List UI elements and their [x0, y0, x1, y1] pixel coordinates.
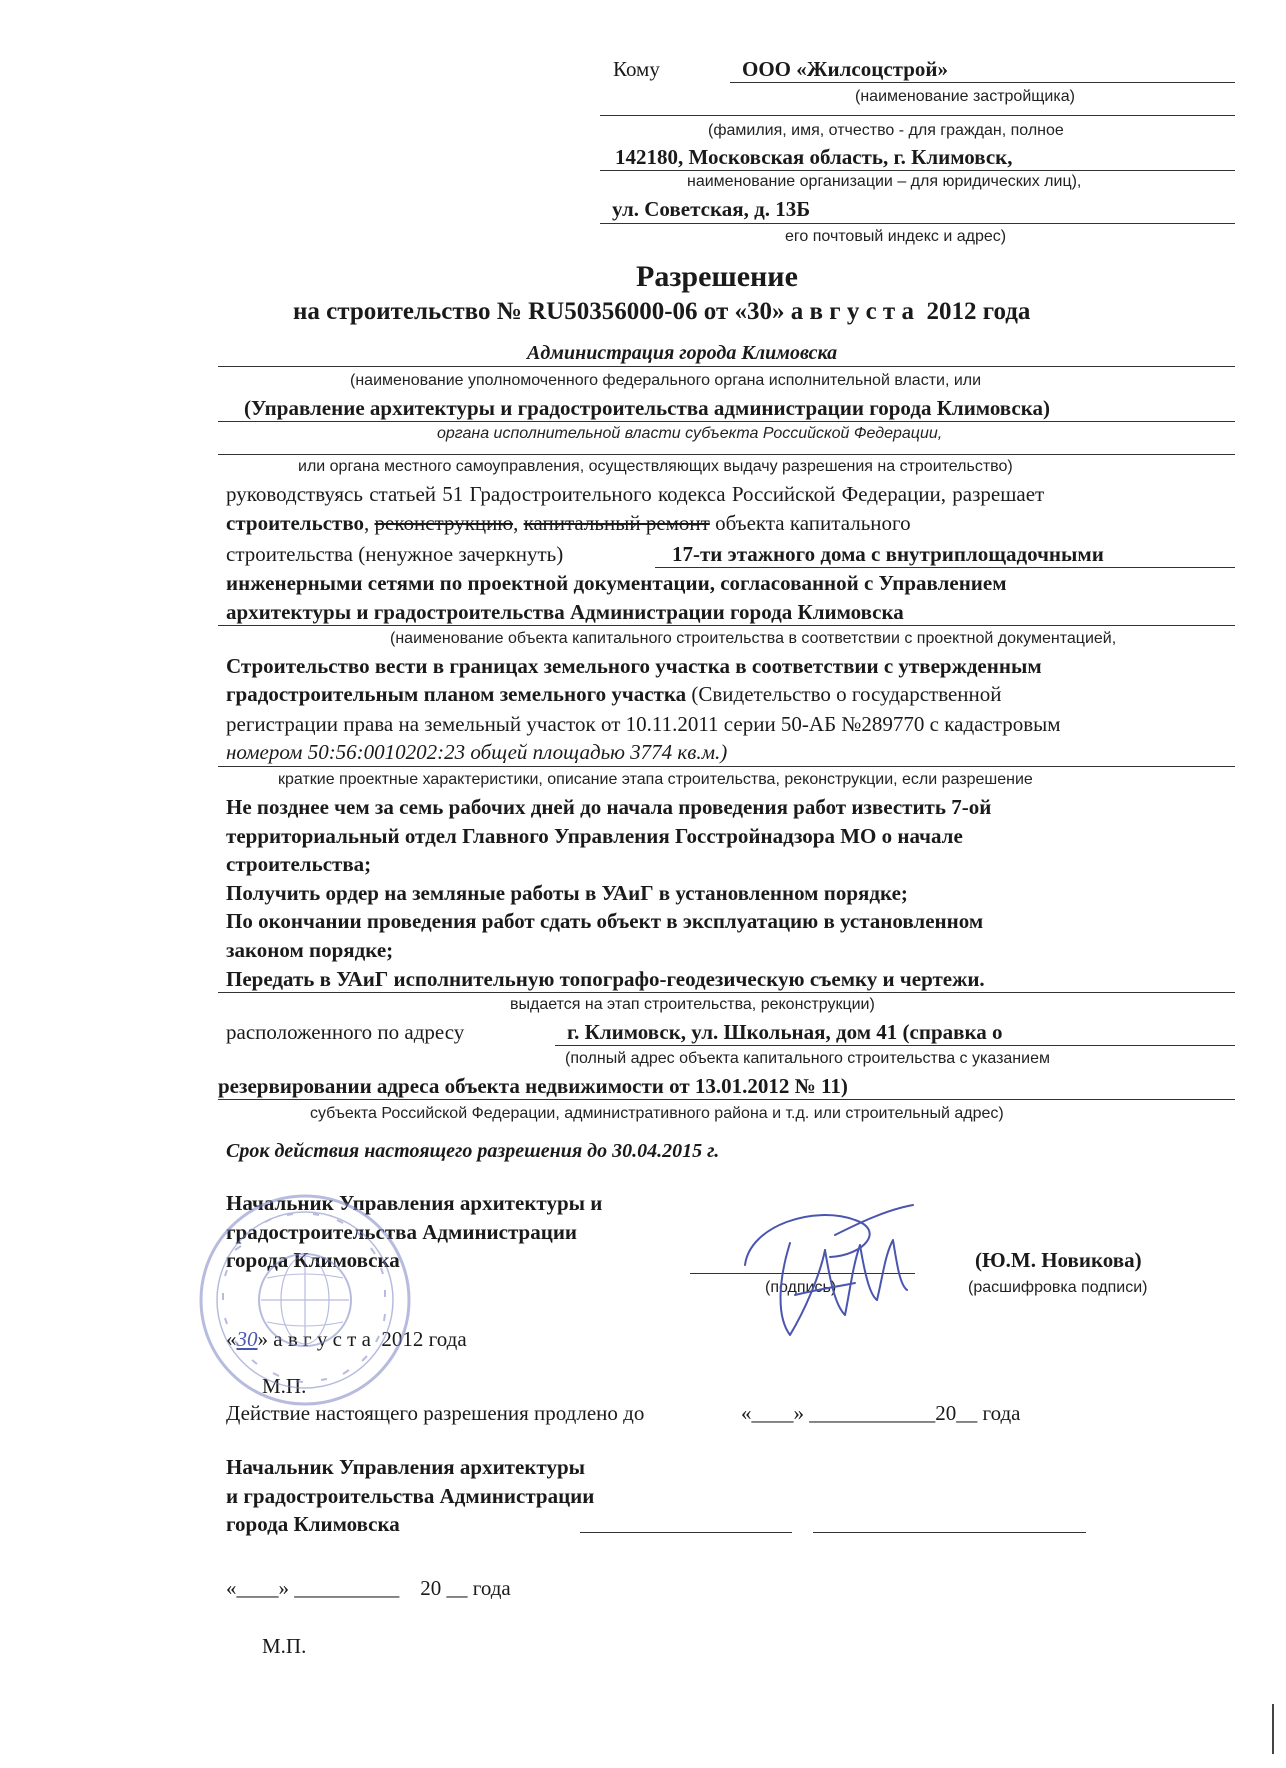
hint-stage: выдается на этап строительства, реконструкции)	[510, 996, 875, 1013]
extension-seal-mark: М.П.	[262, 1634, 307, 1658]
position-line-2: градостроительства Администрации	[226, 1220, 578, 1244]
position-line-1: Начальник Управления архитектуры и	[226, 1191, 603, 1215]
underline	[600, 115, 1235, 116]
handwritten-signature-icon	[735, 1195, 920, 1345]
characteristics-4: номером 50:56:0010202:23 общей площадью 3774 кв.м.)	[226, 740, 728, 764]
underline	[218, 625, 1235, 626]
validity-term: Срок действия настоящего разрешения до 30.04.2015 г.	[226, 1140, 720, 1162]
authority-name: Администрация города Климовска	[527, 342, 838, 364]
hint-org: наименование организации – для юридических лиц),	[687, 173, 1082, 190]
underline	[218, 366, 1235, 367]
object-address-1: г. Климовск, ул. Школьная, дом 41 (справка о	[567, 1020, 1003, 1044]
condition-5: По окончании проведения работ сдать объект в эксплуатацию в установленном	[226, 909, 984, 933]
build-word: строительство	[226, 511, 365, 535]
extension-date-2: «____» __________ 20 __ года	[226, 1576, 511, 1600]
hint-post: его почтовый индекс и адрес)	[785, 228, 1007, 245]
comma: ,	[364, 511, 370, 535]
extension-signature-line	[580, 1532, 792, 1533]
comma: ,	[513, 511, 519, 535]
condition-4: Получить ордер на земляные работы в УАиГ в установленном порядке;	[226, 881, 908, 905]
hint-signature: (подпись)	[765, 1279, 837, 1296]
signer-name: (Ю.М. Новикова)	[975, 1248, 1142, 1272]
condition-7: Передать в УАиГ исполнительную топографо-геодезическую съемку и чертежи.	[226, 967, 985, 991]
hint-address-2: субъекта Российской Федерации, административного района и т.д. или строительный адрес)	[310, 1105, 1004, 1122]
underline	[730, 82, 1235, 83]
hint-name: (наименование застройщика)	[855, 88, 1075, 105]
underline	[218, 454, 1235, 455]
characteristics-3: регистрации права на земельный участок от 10.11.2011 серии 50-АБ №289770 с кадастровым	[226, 712, 1061, 736]
characteristics-2-bold: градостроительным планом земельного участка	[226, 682, 687, 706]
extension-text: Действие настоящего разрешения продлено до	[226, 1401, 645, 1425]
hint-characteristics: краткие проектные характеристики, описание этапа строительства, реконструкции, если разрешение	[278, 771, 1033, 788]
underline	[600, 223, 1235, 224]
date-open: «	[226, 1327, 237, 1351]
seal-mark: М.П.	[262, 1374, 307, 1398]
komu-label: Кому	[613, 57, 660, 81]
recipient-address-2: ул. Советская, д. 13Б	[612, 197, 811, 221]
hint-authority-3: или органа местного самоуправления, осуществляющих выдачу разрешения на строительство)	[298, 458, 1013, 475]
extension-decode-line	[813, 1532, 1086, 1533]
condition-2: территориальный отдел Главного Управления Госстройнадзора МО о начале	[226, 824, 963, 848]
characteristics-2-rest: (Свидетельство о государственной	[686, 682, 1002, 706]
extension-date: «____» ____________20__ года	[741, 1401, 1021, 1425]
extension-position-3: города Климовска	[226, 1512, 400, 1536]
hint-authority-2: органа исполнительной власти субъекта Российской Федерации,	[437, 425, 943, 442]
body-line-1: руководствуясь статьей 51 Градостроительного кодекса Российской Федерации, разрешает	[226, 482, 1045, 506]
body-line-2	[226, 513, 911, 534]
hint-decode: (расшифровка подписи)	[968, 1279, 1148, 1296]
hint-address-1: (полный адрес объекта капитального строительства с указанием	[565, 1050, 1050, 1067]
underline	[218, 421, 1235, 422]
underline	[655, 567, 1235, 568]
object-name-2: инженерными сетями по проектной документации, согласованной с Управлением	[226, 571, 1007, 595]
object-suffix: объекта капитального	[715, 511, 911, 535]
underline	[218, 766, 1235, 767]
scan-edge	[1272, 1704, 1274, 1754]
characteristics-2	[226, 684, 1002, 705]
object-name-1: 17-ти этажного дома с внутриплощадочными	[672, 542, 1104, 566]
repair-word: капитальный ремонт	[523, 511, 710, 535]
recipient-address-1: 142180, Московская область, г. Климовск,	[615, 145, 1013, 169]
condition-3: строительства;	[226, 852, 372, 876]
underline	[218, 1099, 1235, 1100]
position-line-3: города Климовска	[226, 1248, 400, 1272]
recipient-name: ООО «Жилсоцстрой»	[742, 57, 948, 81]
underline	[218, 992, 1235, 993]
underline	[600, 170, 1235, 171]
authority-department: (Управление архитектуры и градостроительства администрации города Климовска)	[244, 396, 1050, 420]
condition-1: Не позднее чем за семь рабочих дней до начала проведения работ известить 7-ой	[226, 795, 992, 819]
condition-6: законом порядке;	[226, 938, 394, 962]
object-address-2: резервировании адреса объекта недвижимости от 13.01.2012 № 11)	[218, 1074, 848, 1098]
date-day: 30	[236, 1327, 258, 1351]
underline	[555, 1045, 1235, 1046]
address-label: расположенного по адресу	[226, 1020, 465, 1044]
object-name-3: архитектуры и градостроительства Администрации города Климовска	[226, 600, 904, 624]
hint-fio: (фамилия, имя, отчество - для граждан, полное	[708, 122, 1064, 139]
characteristics-1: Строительство вести в границах земельного участка в соответствии с утвержденным	[226, 654, 1042, 678]
permit-number: на строительство № RU50356000-06 от «30» а в г у с т а 2012 года	[293, 298, 1031, 325]
body-line-3-prefix: строительства (ненужное зачеркнуть)	[226, 542, 564, 566]
date-rest: » а в г у с т а 2012 года	[257, 1327, 467, 1351]
extension-position-2: и градостроительства Администрации	[226, 1484, 595, 1508]
hint-authority-1: (наименование уполномоченного федерального органа исполнительной власти, или	[350, 372, 982, 389]
reconstruction-word: реконструкцию	[374, 511, 514, 535]
official-seal-icon	[195, 1190, 415, 1410]
extension-position-1: Начальник Управления архитектуры	[226, 1455, 586, 1479]
page-title: Разрешение	[636, 260, 798, 293]
hint-object: (наименование объекта капитального строительства в соответствии с проектной документацией,	[390, 630, 1117, 647]
